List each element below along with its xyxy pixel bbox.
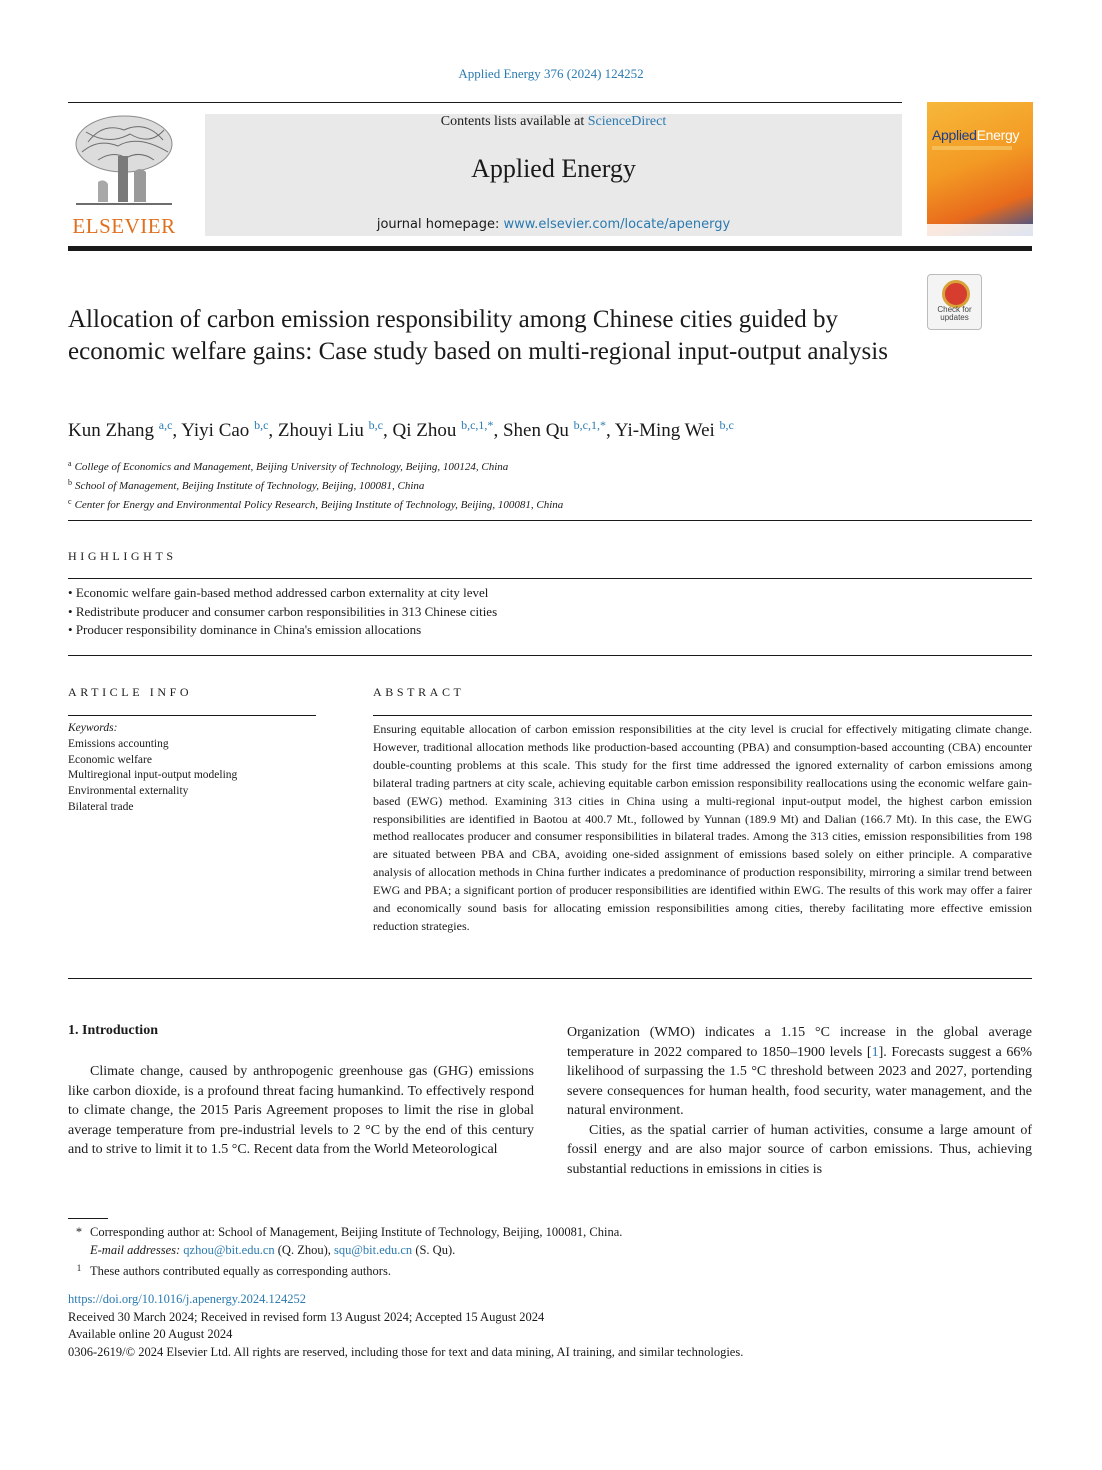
homepage-prefix: journal homepage: (376, 217, 504, 232)
highlights-list (68, 584, 497, 640)
intro-paragraph: Cities, as the spatial carrier of human activities, consume a large amount of fossil energy and are also major source of carbon emissions. Thus, achieving substantial reductions in emissions in cities is (567, 1122, 1032, 1177)
footnote-rule (68, 1218, 108, 1219)
keywords-title: Keywords: (68, 722, 118, 734)
header-top-rule (68, 102, 902, 103)
header-thick-rule (68, 246, 1032, 251)
contents-line (205, 114, 902, 130)
check-for-updates-badge[interactable] (927, 274, 982, 330)
keyword-item[interactable]: Bilateral trade (68, 800, 134, 813)
journal-banner (205, 114, 902, 236)
author-list (68, 418, 1028, 442)
article-title: Allocation of carbon emission responsibility among Chinese cities guided by economic welfare gains: Case study based on multi-regional input-output analysis (68, 306, 888, 365)
abstract-text: Ensuring equitable allocation of carbon emission responsibilities at the city level is crucial for effectively mitigating climate change. However, traditional allocation methods like production-based accounting (PBA) and consumption-based accounting (CBA) encounter double-counting problems at this scale. This study for the first time addressed the ignored externality of carbon emissions among bilateral trading partners at city scale, achieving equitable carbon emission responsibility reallocations using the economic welfare gain-based (EWG) method. Examining 313 cities in China using a multi-regional input-output model, the highest carbon emission responsibilities are identified in Baotou at 400.7 Mt., followed by Yunnan (189.9 Mt) and Dalian (166.7 Mt). In this case, the EWG method reallocates producer and consumer responsibilities in bilateral trades. Among the 313 cities, emission responsibilities from 198 are situated between PBA and CBA, avoiding one-sided assignment of emissions based solely on either principle. A comparative analysis of allocation methods in China further indicates a predominance of production responsibility, mirroring a similar trend between EWG and PBA; a significant portion of producer responsibilities are identified within EWG. The results of this work may offer a fairer and economically sound basis for allocating emission responsibilities among cities, thereby facilitating more effective emission reduction strategies. (373, 722, 1032, 933)
email-link[interactable]: qzhou@bit.edu.cn (183, 1243, 275, 1257)
author[interactable]: Yiyi Cao $^{b,c}$, (181, 418, 278, 441)
author[interactable]: Qi Zhou $^{b,c,1,*}$, (392, 418, 503, 441)
article-info-rule (68, 715, 316, 716)
author[interactable]: Shen Qu $^{b,c,1,*}$, (502, 418, 615, 441)
intro-right-column (567, 1023, 1032, 1179)
intro-paragraph: Organization (WMO) indicates a 1.15 °C increase in the global average temperature in 2022 compared to 1850–1900 levels [1]. Forecasts suggest a 66% likelihood of surpassing the 1.5 °C threshold between 2023 and 2027, portending severe consequences for human health, food security, water management, and the natural environment. (567, 1025, 1032, 1118)
reference-link[interactable]: 1 (871, 1044, 879, 1060)
affiliations (68, 456, 563, 513)
journal-name: Applied Energy (471, 154, 636, 183)
highlight-item: • Redistribute producer and consumer carbon responsibilities in 313 Chinese cities (68, 603, 498, 619)
badge-line2: updates (940, 313, 969, 322)
keyword-item[interactable]: Multiregional input-output modeling (68, 769, 238, 782)
author[interactable]: Zhouyi Liu $^{b,c}$, (277, 418, 393, 441)
article-meta (68, 1291, 743, 1361)
intro-left-column (68, 1062, 534, 1160)
section-heading-introduction: 1. Introduction (68, 1023, 158, 1038)
check-for-updates-text (928, 306, 981, 322)
cover-title-b: Energy (976, 127, 1020, 143)
footnotes (68, 1223, 622, 1280)
cover-stripe (932, 146, 1012, 150)
abstract-heading: ABSTRACT (373, 685, 465, 699)
article-info-heading: ARTICLE INFO (68, 685, 193, 699)
author[interactable]: Yi-Ming Wei $^{b,c}$ (614, 418, 734, 441)
highlights-rule-bottom (68, 655, 1032, 656)
affiliation-rule (68, 520, 1032, 521)
article-history: Received 30 March 2024; Received in revised form 13 August 2024; Accepted 15 August 2024 (68, 1309, 545, 1324)
cover-footer (927, 224, 1033, 236)
elsevier-tree-icon (68, 112, 180, 212)
keyword-item[interactable]: Economic welfare (68, 753, 152, 766)
intro-paragraph: Climate change, caused by anthropogenic greenhouse gas (GHG) emissions like carbon dioxide, is a profound threat facing humankind. To effectively respond to climate change, the 2015 Paris Agreement proposes to limit the rise in global average temperature from pre-industrial levels to 2 °C by the end of this century and to strive to limit it to 1.5 °C. Recent data from the World Meteorological (68, 1064, 534, 1157)
homepage-line (205, 217, 902, 232)
email-note: E-mail addresses: qzhou@bit.edu.cn (Q. Zhou), squ@bit.edu.cn (S. Qu). (90, 1243, 456, 1257)
highlight-item: • Producer responsibility dominance in China's emission allocations (68, 622, 422, 637)
affiliation-item: $^a$ College of Economics and Management, Beijing University of Technology, Beijing, 100124, China (68, 459, 509, 473)
keywords-block (68, 721, 237, 816)
equal-contribution-note: 1 These authors contributed equally as corresponding authors. (76, 1263, 391, 1278)
highlight-item: • Economic welfare gain-based method addressed carbon externality at city level (68, 585, 489, 600)
doi-link[interactable]: https://doi.org/10.1016/j.apenergy.2024.124252 (68, 1292, 306, 1306)
journal-cover[interactable] (927, 102, 1033, 236)
bookmark-icon (942, 280, 970, 308)
copyright-line: 0306-2619/© 2024 Elsevier Ltd. All rights are reserved, including those for text and data mining, AI training, and similar technologies. (68, 1344, 744, 1359)
keyword-item[interactable]: Emissions accounting (68, 737, 169, 750)
affiliation-item: $^c$ Center for Energy and Environmental Policy Research, Beijing Institute of Technology, Beijing, 100081, China (68, 497, 564, 511)
contents-prefix: Contents lists available at (440, 114, 588, 129)
elsevier-wordmark: ELSEVIER (72, 214, 176, 238)
corresponding-author-note: * Corresponding author at: School of Management, Beijing Institute of Technology, Beijing, 100081, China. (75, 1225, 623, 1239)
author[interactable]: Kun Zhang $^{a,c}$, (68, 418, 182, 441)
elsevier-logo (68, 112, 180, 240)
abstract-bottom-rule (68, 978, 1032, 979)
highlights-rule-top (68, 578, 1032, 579)
cover-title (932, 127, 1019, 143)
journal-citation[interactable]: Applied Energy 376 (2024) 124252 (458, 66, 644, 81)
homepage-link[interactable]: www.elsevier.com/locate/apenergy (503, 217, 731, 232)
badge-line1: Check for (937, 305, 972, 314)
keyword-item[interactable]: Environmental externality (68, 785, 189, 798)
highlights-heading: HIGHLIGHTS (68, 549, 177, 563)
available-online: Available online 20 August 2024 (68, 1327, 233, 1341)
affiliation-item: $^b$ School of Management, Beijing Institute of Technology, Beijing, 100081, China (68, 478, 425, 492)
email-link[interactable]: squ@bit.edu.cn (334, 1243, 413, 1257)
abstract-rule (373, 715, 1032, 716)
sciencedirect-link[interactable]: ScienceDirect (587, 114, 667, 129)
cover-title-a: Applied (932, 127, 977, 143)
